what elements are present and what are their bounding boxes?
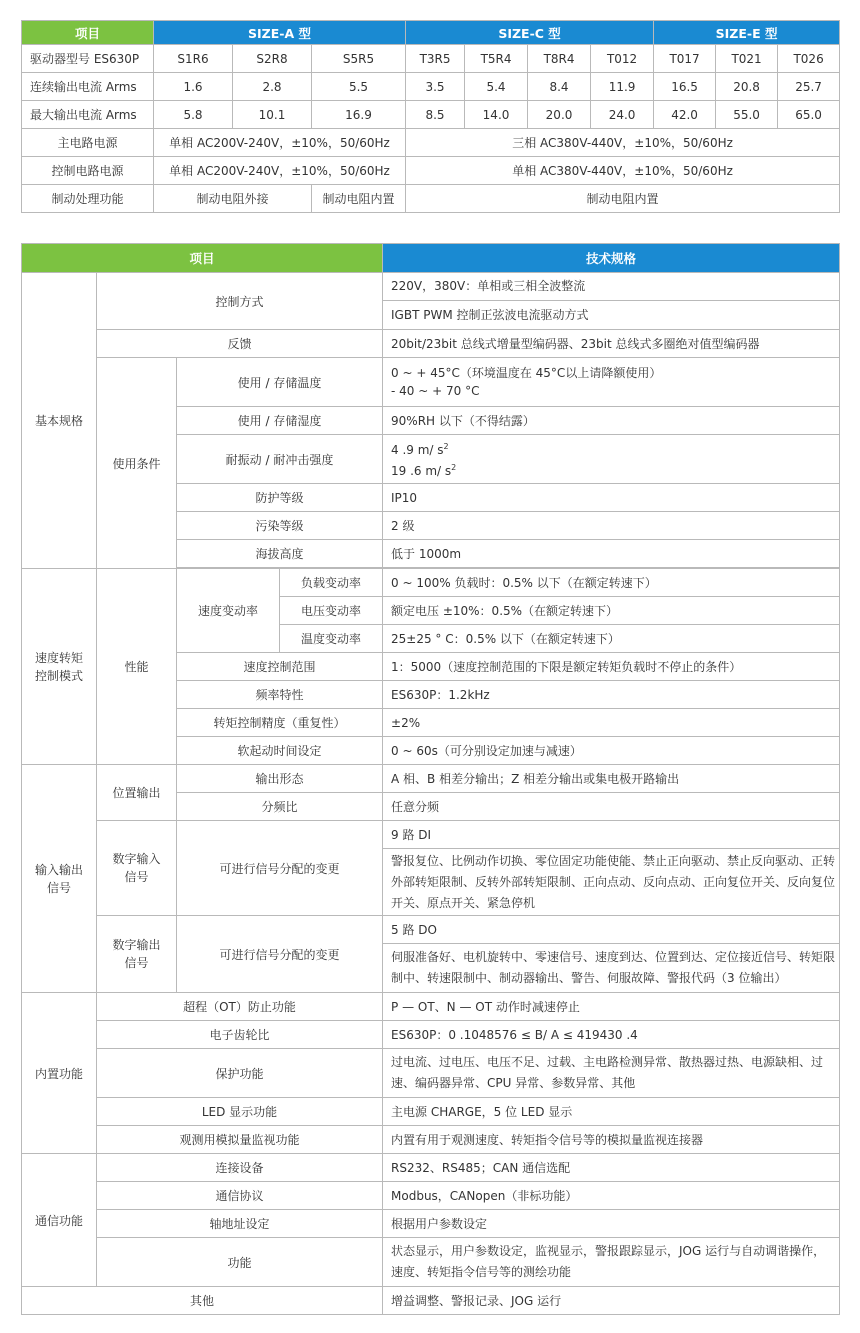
cell: 1：5000（速度控制范围的下限是额定转矩负载时不停止的条件） bbox=[383, 653, 840, 681]
cell: T8R4 bbox=[528, 45, 591, 73]
cell: 0 ~ 60s（可分别设定加速与减速） bbox=[383, 737, 840, 765]
cell: 20.8 bbox=[716, 73, 778, 101]
row-label: 电压变动率 bbox=[280, 597, 383, 625]
cell: 25±25 ° C：0.5% 以下（在额定转速下） bbox=[383, 625, 840, 653]
table-row bbox=[22, 73, 840, 101]
row-label: 可进行信号分配的变更 bbox=[177, 916, 383, 993]
cell: 9 路 DI bbox=[383, 821, 840, 849]
group-builtin: 内置功能 bbox=[22, 993, 97, 1154]
cell: S1R6 bbox=[154, 45, 233, 73]
cell: 11.9 bbox=[591, 73, 654, 101]
value: 19 .6 m/ s bbox=[391, 464, 452, 478]
cell: 单相 AC380V-440V，±10%，50/60Hz bbox=[406, 157, 840, 185]
cell: 2 级 bbox=[383, 512, 840, 540]
cell: 额定电压 ±10%：0.5%（在额定转速下） bbox=[383, 597, 840, 625]
cell: 25.7 bbox=[778, 73, 840, 101]
cell-line: 0 ~ + 45°C（环境温度在 45°C以上请降额使用） bbox=[391, 366, 662, 380]
cell: 65.0 bbox=[778, 101, 840, 129]
cell-line: - 40 ~ + 70 °C bbox=[391, 384, 480, 398]
cell: T5R4 bbox=[465, 45, 528, 73]
cell: 3.5 bbox=[406, 73, 465, 101]
table-row bbox=[22, 101, 840, 129]
row-label: 反馈 bbox=[97, 330, 383, 358]
row-label: 海拔高度 bbox=[177, 540, 383, 568]
col-header-spec: 技术规格 bbox=[383, 244, 840, 273]
cell: S5R5 bbox=[312, 45, 406, 73]
col-header-item: 项目 bbox=[22, 244, 383, 273]
cell: 根据用户参数设定 bbox=[383, 1210, 840, 1238]
sub-group-digital-output bbox=[97, 916, 177, 993]
cell bbox=[383, 358, 840, 407]
cell: ±2% bbox=[383, 709, 840, 737]
sub-group-digital-input bbox=[97, 821, 177, 916]
cell-line: IGBT PWM 控制正弦波电流驱动方式 bbox=[391, 308, 589, 322]
cell: T3R5 bbox=[406, 45, 465, 73]
row-label: 输出形态 bbox=[177, 765, 383, 793]
col-header-size-e: SIZE-E 型 bbox=[654, 21, 840, 45]
cell: 低于 1000m bbox=[383, 540, 840, 568]
cell: 5.8 bbox=[154, 101, 233, 129]
tech-spec-table bbox=[21, 243, 840, 1315]
sub-group-use-cond: 使用条件 bbox=[97, 358, 177, 569]
group-line: 信号 bbox=[124, 870, 149, 884]
group-line: 数字输入 bbox=[112, 852, 161, 866]
cell: 8.5 bbox=[406, 101, 465, 129]
group-io bbox=[22, 765, 97, 993]
group-line: 信号 bbox=[124, 956, 149, 970]
row-label: 污染等级 bbox=[177, 512, 383, 540]
row-label: LED 显示功能 bbox=[97, 1098, 383, 1126]
cell: 制动电阻内置 bbox=[406, 185, 840, 213]
cell: 14.0 bbox=[465, 101, 528, 129]
row-label: 控制电路电源 bbox=[22, 157, 154, 185]
cell: RS232、RS485；CAN 通信选配 bbox=[383, 1154, 840, 1182]
row-label: 防护等级 bbox=[177, 484, 383, 512]
cell: ES630P：0 .1048576 ≤ B/ A ≤ 419430 .4 bbox=[383, 1021, 840, 1049]
cell: 单相 AC200V-240V，±10%，50/60Hz bbox=[154, 157, 406, 185]
row-label: 保护功能 bbox=[97, 1049, 383, 1098]
cell-line bbox=[391, 438, 835, 459]
cell: 主电源 CHARGE，5 位 LED 显示 bbox=[383, 1098, 840, 1126]
cell: 24.0 bbox=[591, 101, 654, 129]
cell: 8.4 bbox=[528, 73, 591, 101]
superscript: 2 bbox=[443, 442, 449, 451]
cell bbox=[383, 273, 840, 330]
cell: IP10 bbox=[383, 484, 840, 512]
cell: 三相 AC380V-440V，±10%，50/60Hz bbox=[406, 129, 840, 157]
col-header-item: 项目 bbox=[22, 21, 154, 45]
cell: T012 bbox=[591, 45, 654, 73]
table-row bbox=[22, 157, 840, 185]
cell bbox=[383, 435, 840, 484]
row-label: 负载变动率 bbox=[280, 569, 383, 597]
group-line: 控制模式 bbox=[34, 668, 83, 683]
group-line: 输入输出 bbox=[34, 862, 83, 877]
cell: 10.1 bbox=[233, 101, 312, 129]
cell: 任意分频 bbox=[383, 793, 840, 821]
cell-line bbox=[391, 459, 835, 480]
row-label: 可进行信号分配的变更 bbox=[177, 821, 383, 916]
cell: 20.0 bbox=[528, 101, 591, 129]
sub-group-pos-output: 位置输出 bbox=[97, 765, 177, 821]
row-label: 轴地址设定 bbox=[97, 1210, 383, 1238]
cell: 伺服准备好、电机旋转中、零速信号、速度到达、位置到达、定位接近信号、转矩限制中、转速限制中、制动器输出、警告、伺服故障、警报代码（3 位输出） bbox=[383, 944, 840, 993]
sub-group-perf: 性能 bbox=[97, 569, 177, 765]
cell: 制动电阻内置 bbox=[312, 185, 406, 213]
row-label: 速度控制范围 bbox=[177, 653, 383, 681]
col-header-size-a: SIZE-A 型 bbox=[154, 21, 406, 45]
cell: 55.0 bbox=[716, 101, 778, 129]
row-label: 功能 bbox=[97, 1238, 383, 1287]
superscript: 2 bbox=[451, 463, 457, 472]
cell: 42.0 bbox=[654, 101, 716, 129]
row-label: 观测用模拟量监视功能 bbox=[97, 1126, 383, 1154]
row-label: 最大输出电流 Arms bbox=[22, 101, 154, 129]
row-label: 使用 / 存储湿度 bbox=[177, 407, 383, 435]
row-label: 频率特性 bbox=[177, 681, 383, 709]
cell: 20bit/23bit 总线式增量型编码器、23bit 总线式多圈绝对值型编码器 bbox=[383, 330, 840, 358]
row-label: 使用 / 存储温度 bbox=[177, 358, 383, 407]
cell: ES630P：1.2kHz bbox=[383, 681, 840, 709]
row-label: 分频比 bbox=[177, 793, 383, 821]
cell: S2R8 bbox=[233, 45, 312, 73]
row-label: 控制方式 bbox=[97, 273, 383, 330]
row-label: 连续输出电流 Arms bbox=[22, 73, 154, 101]
model-spec-table bbox=[21, 20, 840, 213]
row-label: 耐振动 / 耐冲击强度 bbox=[177, 435, 383, 484]
cell: 5 路 DO bbox=[383, 916, 840, 944]
row-label: 速度变动率 bbox=[177, 569, 280, 653]
group-speed-torque bbox=[22, 569, 97, 765]
cell: 1.6 bbox=[154, 73, 233, 101]
row-label: 软起动时间设定 bbox=[177, 737, 383, 765]
row-label: 驱动器型号 ES630P bbox=[22, 45, 154, 73]
cell: 2.8 bbox=[233, 73, 312, 101]
cell: P — OT、N — OT 动作时减速停止 bbox=[383, 993, 840, 1021]
row-label: 其他 bbox=[22, 1287, 383, 1315]
group-line: 数字输出 bbox=[112, 938, 161, 952]
table-row bbox=[22, 185, 840, 213]
cell: Modbus，CANopen（非标功能） bbox=[383, 1182, 840, 1210]
cell: 警报复位、比例动作切换、零位固定功能使能、禁止正向驱动、禁止反向驱动、正转外部转矩限制、反转外部转矩限制、正向点动、反向点动、正向复位开关、反向复位开关、原点开关、紧急停机 bbox=[383, 849, 840, 916]
col-header-size-c: SIZE-C 型 bbox=[406, 21, 654, 45]
value: 4 .9 m/ s bbox=[391, 443, 444, 457]
cell: T021 bbox=[716, 45, 778, 73]
cell: T017 bbox=[654, 45, 716, 73]
cell: 90%RH 以下（不得结露） bbox=[383, 407, 840, 435]
group-comm: 通信功能 bbox=[22, 1154, 97, 1287]
cell: 16.9 bbox=[312, 101, 406, 129]
cell: 增益调整、警报记录、JOG 运行 bbox=[383, 1287, 840, 1315]
cell: 5.5 bbox=[312, 73, 406, 101]
cell-line: 220V，380V：单相或三相全波整流 bbox=[383, 273, 839, 301]
row-label: 温度变动率 bbox=[280, 625, 383, 653]
row-label: 电子齿轮比 bbox=[97, 1021, 383, 1049]
row-label: 主电路电源 bbox=[22, 129, 154, 157]
row-label: 转矩控制精度（重复性） bbox=[177, 709, 383, 737]
table-row bbox=[22, 45, 840, 73]
cell: T026 bbox=[778, 45, 840, 73]
row-label: 制动处理功能 bbox=[22, 185, 154, 213]
row-label: 通信协议 bbox=[97, 1182, 383, 1210]
group-line: 速度转矩 bbox=[34, 650, 83, 665]
group-line: 信号 bbox=[46, 880, 71, 895]
cell: 16.5 bbox=[654, 73, 716, 101]
cell: 制动电阻外接 bbox=[154, 185, 312, 213]
cell: A 相、B 相差分输出；Z 相差分输出或集电极开路输出 bbox=[383, 765, 840, 793]
cell: 过电流、过电压、电压不足、过载、主电路检测异常、散热器过热、电源缺相、过速、编码器异常、CPU 异常、参数异常、其他 bbox=[383, 1049, 840, 1098]
table-row bbox=[22, 129, 840, 157]
row-label: 连接设备 bbox=[97, 1154, 383, 1182]
cell: 单相 AC200V-240V，±10%，50/60Hz bbox=[154, 129, 406, 157]
cell: 内置有用于观测速度、转矩指令信号等的模拟量监视连接器 bbox=[383, 1126, 840, 1154]
cell: 5.4 bbox=[465, 73, 528, 101]
group-basic: 基本规格 bbox=[22, 273, 97, 569]
row-label: 超程（OT）防止功能 bbox=[97, 993, 383, 1021]
cell: 0 ~ 100% 负载时：0.5% 以下（在额定转速下） bbox=[383, 569, 840, 597]
cell: 状态显示，用户参数设定，监视显示，警报跟踪显示，JOG 运行与自动调谐操作，速度、转矩指令信号等的测绘功能 bbox=[383, 1238, 840, 1287]
